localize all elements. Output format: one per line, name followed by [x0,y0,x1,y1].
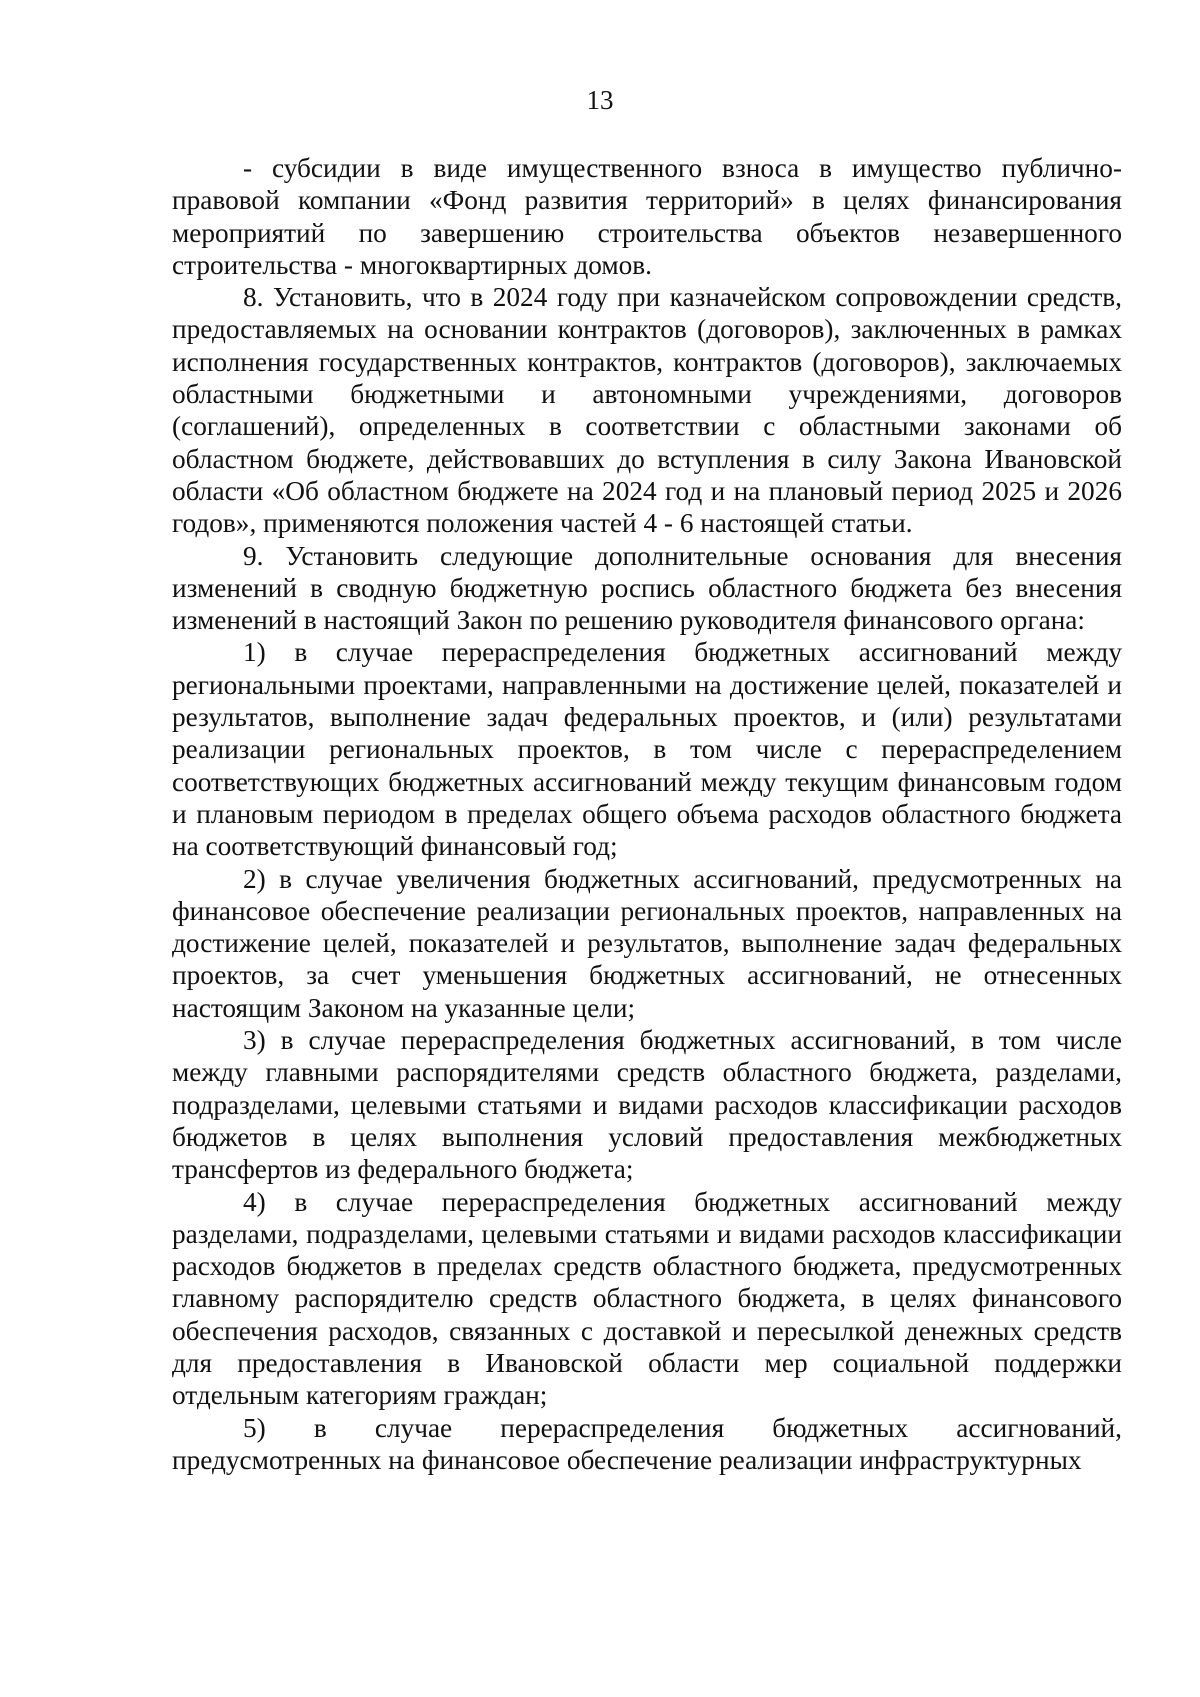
document-body [172,152,1122,1476]
paragraph-subitem-3: 3) в случае перераспределения бюджетных ассигнований, в том числе между главными распорядителями средств областного бюджета, разделами, подразделами, целевыми статьями и видами расходов классификации расходов бюджетов в целях выполнения условий предоставления межбюджетных трансфертов из федерального бюджета; [172,1025,1122,1185]
paragraph-subsidy-item: - субсидии в виде имущественного взноса в имущество публично-правовой компании «Фонд развития территорий» в целях финансирования мероприятий по завершению строительства объектов незавершенного строительства - многоквартирных домов. [172,153,1122,280]
paragraph-item-9: 9. Установить следующие дополнительные основания для внесения изменений в сводную бюджетную роспись областного бюджета без внесения изменений в настоящий Закон по решению руководителя финансового органа: [172,540,1122,636]
paragraph-subitem-2: 2) в случае увеличения бюджетных ассигнований, предусмотренных на финансовое обеспечение реализации региональных проектов, направленных на достижение целей, показателей и результатов, выполнение задач федеральных проектов, за счет уменьшения бюджетных ассигнований, не отнесенных настоящим Законом на указанные цели; [172,863,1122,1023]
paragraph-subitem-4: 4) в случае перераспределения бюджетных ассигнований между разделами, подразделами, целевыми статьями и видами расходов классификации расходов бюджетов в пределах средств областного бюджета, предусмотренных главному распорядителю средств областного бюджета, в целях финансового обеспечения расходов, связанных с доставкой и пересылкой денежных средств для предоставления в Ивановской области мер социальной поддержки отдельным категориям граждан; [172,1186,1122,1411]
page-number: 13 [586,85,614,115]
paragraph-subitem-1: 1) в случае перераспределения бюджетных ассигнований между региональными проектами, направленными на достижение целей, показателей и результатов, выполнение задач федеральных проектов, и (или) результатами реализации региональных проектов, в том числе с перераспределением соответствующих бюджетных ассигнований между текущим финансовым годом и плановым периодом в пределах общего объема расходов областного бюджета на соответствующий финансовый год; [172,637,1122,862]
paragraph-subitem-5: 5) в случае перераспределения бюджетных ассигнований, предусмотренных на финансовое обеспечение реализации инфраструктурных [172,1412,1122,1475]
paragraph-item-8: 8. Установить, что в 2024 году при казначейском сопровождении средств, предоставляемых на основании контрактов (договоров), заключенных в рамках исполнения государственных контрактов, контрактов (договоров), заключаемых областными бюджетными и автономными учреждениями, договоров (соглашений), определенных в соответствии с областными законами об областном бюджете, действовавших до вступления в силу Закона Ивановской области «Об областном бюджете на 2024 год и на плановый период 2025 и 2026 годов», применяются положения частей 4 - 6 настоящей статьи. [172,282,1122,539]
